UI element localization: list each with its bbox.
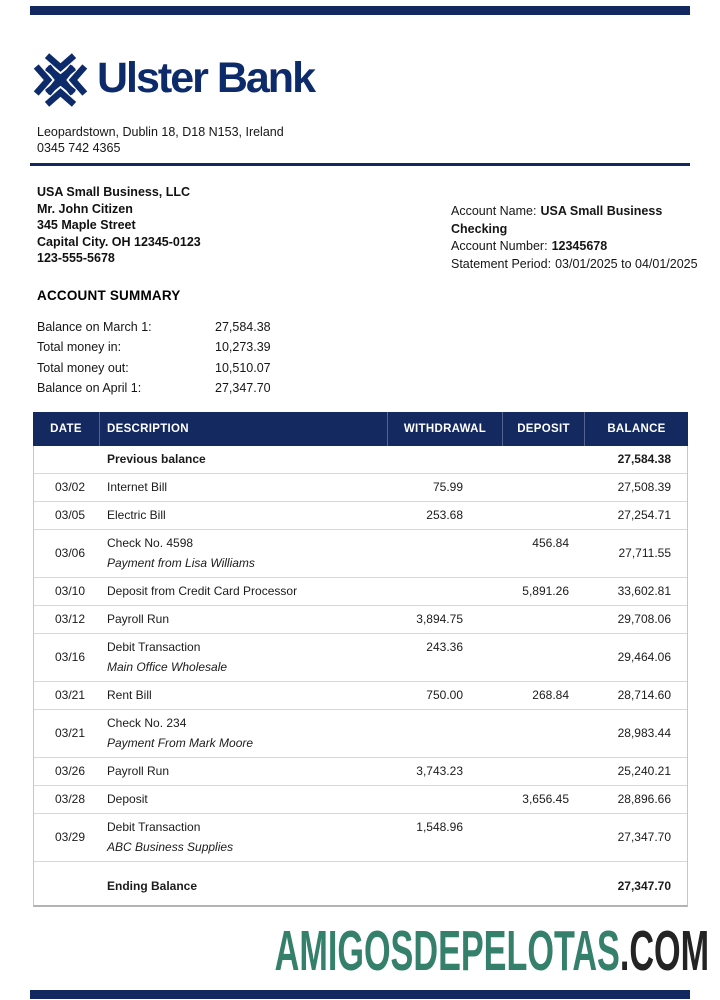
transaction-description: Payroll Run [107,764,170,778]
cell-date: 03/26 [54,764,86,778]
cell-balance: 33,602.81 [617,584,671,598]
cell-withdrawal: 253.68 [426,508,463,522]
table-row [34,634,687,682]
bank-logo [33,53,314,107]
bank-phone: 0345 742 4365 [37,141,121,155]
cell-description [100,481,388,494]
cell-balance: 28,714.60 [617,688,671,702]
top-border-bar [30,6,690,15]
table-row [34,814,687,862]
statement-period-line [451,256,720,274]
account-summary [37,317,271,398]
table-row [34,578,687,606]
transaction-description: Deposit [107,792,148,806]
table-row [34,474,687,502]
summary-label: Balance on March 1: [37,320,152,334]
statement-period-label: Statement Period: [451,256,552,271]
cell-date: 03/28 [54,792,86,806]
account-number-value: 12345678 [551,239,608,253]
cell-description [100,793,388,806]
summary-value: 27,584.38 [215,320,271,334]
cell-description [100,509,388,522]
cell-balance: 27,711.55 [618,546,671,560]
cell-description [100,765,388,778]
transactions-table [33,412,688,907]
transaction-note: Payment from Lisa Williams [107,556,255,570]
summary-row [37,337,271,357]
table-row [34,446,687,474]
account-summary-title: ACCOUNT SUMMARY [37,288,181,303]
cell-balance: 29,464.06 [617,650,671,664]
transaction-description: Internet Bill [107,480,168,494]
account-number-line [451,238,720,256]
summary-row [37,378,271,398]
summary-label: Total money in: [37,340,122,355]
table-row [34,530,687,578]
account-name-line [451,203,720,238]
cell-description [100,821,388,854]
cell-date: 03/12 [54,612,86,626]
cell-withdrawal: 3,894.75 [416,612,463,626]
cell-date: 03/21 [54,726,86,740]
account-name-value: USA Small Business Checking [451,204,663,236]
transaction-note: ABC Business Supplies [107,840,234,854]
summary-label: Total money out: [37,360,129,375]
table-row [34,502,687,530]
bank-address: Leopardstown, Dublin 18, D18 N153, Ireland [37,125,284,139]
cell-description [100,880,388,893]
cell-withdrawal: 243.36 [426,640,463,654]
table-row [34,710,687,758]
cell-balance: 28,896.66 [617,792,671,806]
header-description: DESCRIPTION [99,412,387,446]
cell-description [100,717,388,750]
cell-balance: 27,508.39 [617,480,671,494]
cell-balance: 27,347.70 [617,879,671,893]
summary-row [37,358,271,378]
cell-withdrawal: 75.99 [432,480,463,494]
cell-description [100,613,388,626]
summary-label: Balance on April 1: [37,380,142,395]
table-body [33,446,688,907]
cell-deposit: 5,891.26 [522,584,569,598]
cell-balance: 27,584.38 [617,452,671,466]
cell-date: 03/06 [54,546,86,560]
summary-value: 10,510.07 [215,360,271,375]
cell-date: 03/10 [54,584,86,598]
cell-description [100,585,388,598]
transaction-description: Debit Transaction [107,640,201,654]
header-deposit: DEPOSIT [502,412,584,446]
table-row [34,786,687,814]
transaction-note: Payment From Mark Moore [107,736,254,750]
customer-phone: 123-555-5678 [37,251,115,265]
transaction-description: Check No. 234 [107,716,187,730]
daisy-wheel-icon [33,53,88,107]
cell-deposit: 3,656.45 [522,792,569,806]
cell-balance: 25,240.21 [617,764,671,778]
transaction-description: Ending Balance [107,879,198,893]
watermark-tld: .COM [619,919,709,983]
transaction-description: Payroll Run [107,612,170,626]
transaction-description: Check No. 4598 [107,536,194,550]
header-balance: BALANCE [584,412,688,446]
cell-withdrawal: 750.00 [426,688,463,702]
cell-date: 03/29 [54,830,86,844]
watermark-site: AMIGOSDEPELOTAS [274,919,620,983]
transaction-note: Main Office Wholesale [107,660,228,674]
cell-deposit: 456.84 [532,536,569,550]
customer-city: Capital City. OH 12345-0123 [37,234,201,249]
summary-value: 27,347.70 [215,380,271,395]
customer-company: USA Small Business, LLC [37,185,191,199]
cell-description [100,537,388,570]
summary-value: 10,273.39 [215,340,271,355]
header-date: DATE [50,423,82,435]
transaction-description: Previous balance [107,452,206,466]
cell-description [100,641,388,674]
bank-name: Ulster Bank [97,53,314,102]
cell-description [100,453,388,466]
customer-street: 345 Maple Street [37,218,136,232]
cell-balance: 27,254.71 [617,508,671,522]
cell-description [100,689,388,702]
account-name-label: Account Name: [451,204,537,218]
header-withdrawal: WITHDRAWAL [387,412,502,446]
cell-balance: 29,708.06 [617,612,671,626]
cell-date: 03/05 [54,508,86,522]
customer-block [37,184,201,267]
table-row [34,682,687,710]
cell-date: 03/16 [54,650,86,664]
summary-row [37,317,271,337]
table-row [34,758,687,786]
table-header [33,412,688,446]
table-row [34,862,687,905]
cell-withdrawal: 3,743.23 [416,764,463,778]
bank-address-block [37,124,284,156]
header-divider [30,163,690,166]
cell-balance: 27,347.70 [617,830,671,844]
transaction-description: Debit Transaction [107,820,201,834]
account-number-label: Account Number: [451,239,548,253]
customer-name: Mr. John Citizen [37,201,133,216]
cell-date: 03/21 [54,688,86,702]
transaction-description: Rent Bill [107,688,152,702]
cell-date: 03/02 [54,480,86,494]
cell-withdrawal: 1,548.96 [416,820,463,834]
transaction-description: Electric Bill [107,508,166,522]
account-info [451,203,720,273]
bottom-border-bar [30,990,690,999]
watermark [274,919,709,983]
cell-balance: 28,983.44 [617,726,671,740]
statement-period-value: 03/01/2025 to 04/01/2025 [555,256,698,271]
cell-deposit: 268.84 [532,688,569,702]
table-row [34,606,687,634]
transaction-description: Deposit from Credit Card Processor [107,584,298,598]
